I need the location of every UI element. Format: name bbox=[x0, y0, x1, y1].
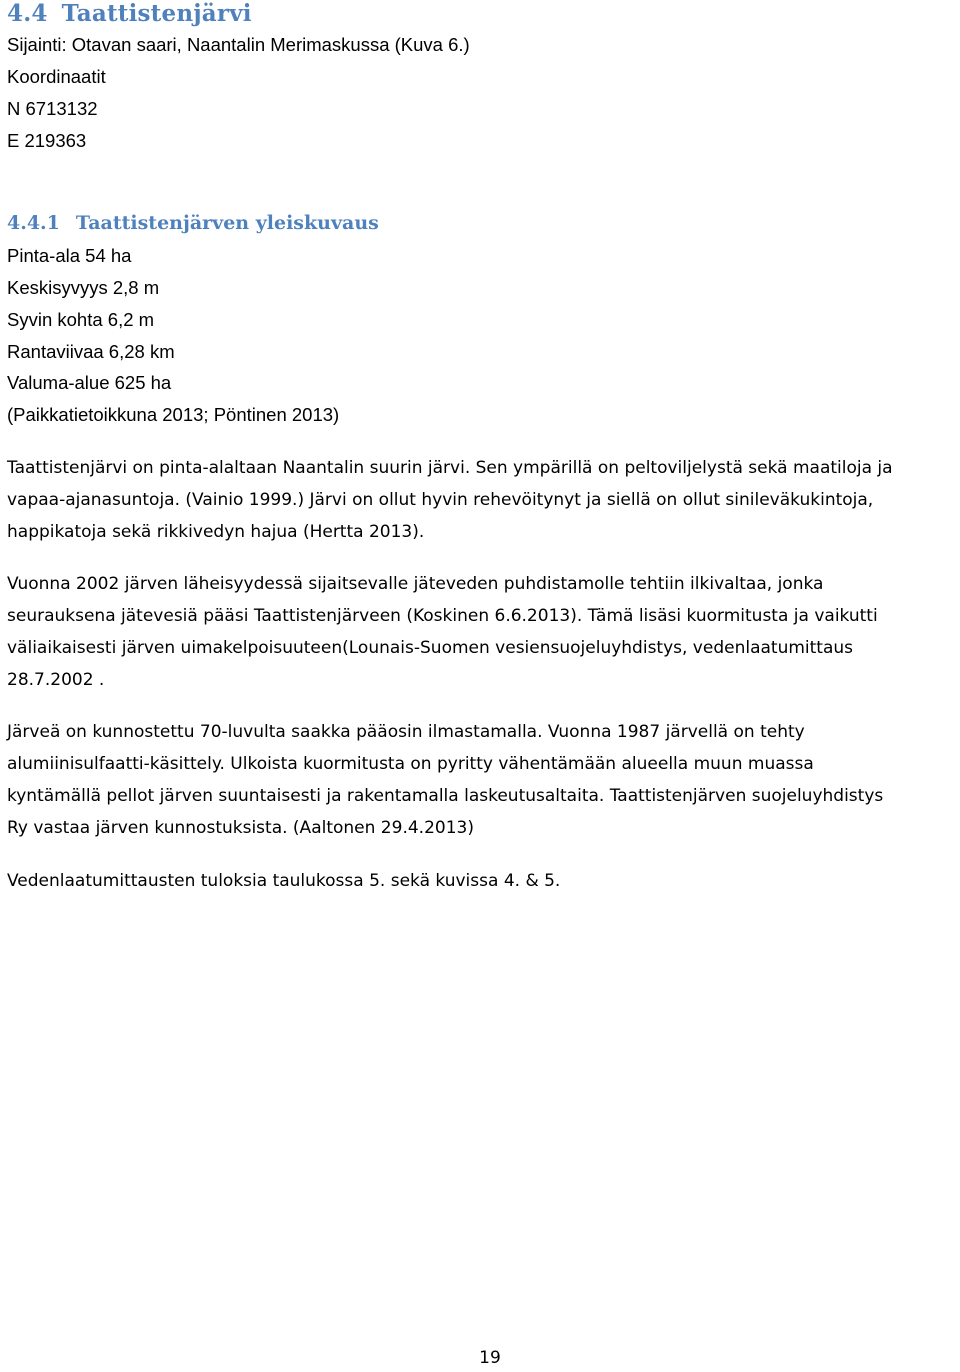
paragraph-line: 28.7.2002 . bbox=[7, 670, 105, 690]
paragraph-incident bbox=[7, 568, 955, 696]
subsection-title: Taattistenjärven yleiskuvaus bbox=[75, 212, 379, 234]
paragraph-line: Taattistenjärvi on pinta-alaltaan Naantalin suurin järvi. Sen ympärillä on peltoviljelystä sekä maatiloja ja bbox=[7, 458, 893, 478]
stat-area: Pinta-ala 54 ha bbox=[7, 245, 132, 266]
coordinate-north: N 6713132 bbox=[7, 98, 98, 119]
page-number: 19 bbox=[479, 1348, 501, 1368]
paragraph-line: Vuonna 2002 järven läheisyydessä sijaitsevalle jäteveden puhdistamolle tehtiin ilkivaltaa, jonka bbox=[7, 574, 824, 594]
stat-max-depth: Syvin kohta 6,2 m bbox=[7, 309, 155, 330]
paragraph-restoration bbox=[7, 716, 955, 844]
paragraph-line: Vedenlaatumittausten tuloksia taulukossa 5. sekä kuvissa 4. & 5. bbox=[7, 871, 561, 891]
paragraph-line: happikatoja sekä rikkivedyn hajua (Hertta 2013). bbox=[7, 522, 425, 542]
paragraph-line: alumiinisulfaatti-käsittely. Ulkoista kuormitusta on pyritty vähentämään alueella muun muassa bbox=[7, 754, 814, 774]
subsection-heading bbox=[7, 212, 379, 234]
section-number: 4.4 bbox=[7, 0, 48, 27]
section-heading bbox=[7, 0, 252, 27]
stat-shoreline: Rantaviivaa 6,28 km bbox=[7, 341, 175, 362]
paragraph-line: kyntämällä pellot järven suuntaisesti ja rakentamalla laskeutusaltaita. Taattistenjärven suojeluyhdistys bbox=[7, 786, 884, 806]
section-title: Taattistenjärvi bbox=[61, 0, 252, 27]
paragraph-line: Ry vastaa järven kunnostuksista. (Aaltonen 29.4.2013) bbox=[7, 818, 474, 838]
stats-source: (Paikkatietoikkuna 2013; Pöntinen 2013) bbox=[7, 404, 340, 425]
coordinate-east: E 219363 bbox=[7, 130, 87, 151]
paragraph-description bbox=[7, 452, 955, 548]
paragraph-line: seurauksena jätevesiä pääsi Taattistenjärveen (Koskinen 6.6.2013). Tämä lisäsi kuormitusta ja vaikutti bbox=[7, 606, 878, 626]
subsection-number: 4.4.1 bbox=[7, 212, 60, 234]
paragraph-results-reference bbox=[7, 865, 955, 897]
paragraph-line: Järveä on kunnostettu 70-luvulta saakka pääosin ilmastamalla. Vuonna 1987 järvellä on tehty bbox=[7, 722, 805, 742]
stat-catchment: Valuma-alue 625 ha bbox=[7, 372, 172, 393]
location-line: Sijainti: Otavan saari, Naantalin Merimaskussa (Kuva 6.) bbox=[7, 34, 470, 55]
coordinates-label: Koordinaatit bbox=[7, 66, 106, 87]
paragraph-line: vapaa-ajanasuntoja. (Vainio 1999.) Järvi on ollut hyvin rehevöitynyt ja siellä on ollut sinileväkukintoja, bbox=[7, 490, 874, 510]
stat-mean-depth: Keskisyvyys 2,8 m bbox=[7, 277, 160, 298]
paragraph-line: väliaikaisesti järven uimakelpoisuuteen(Lounais-Suomen vesiensuojeluyhdistys, vedenlaatumittaus bbox=[7, 638, 854, 658]
